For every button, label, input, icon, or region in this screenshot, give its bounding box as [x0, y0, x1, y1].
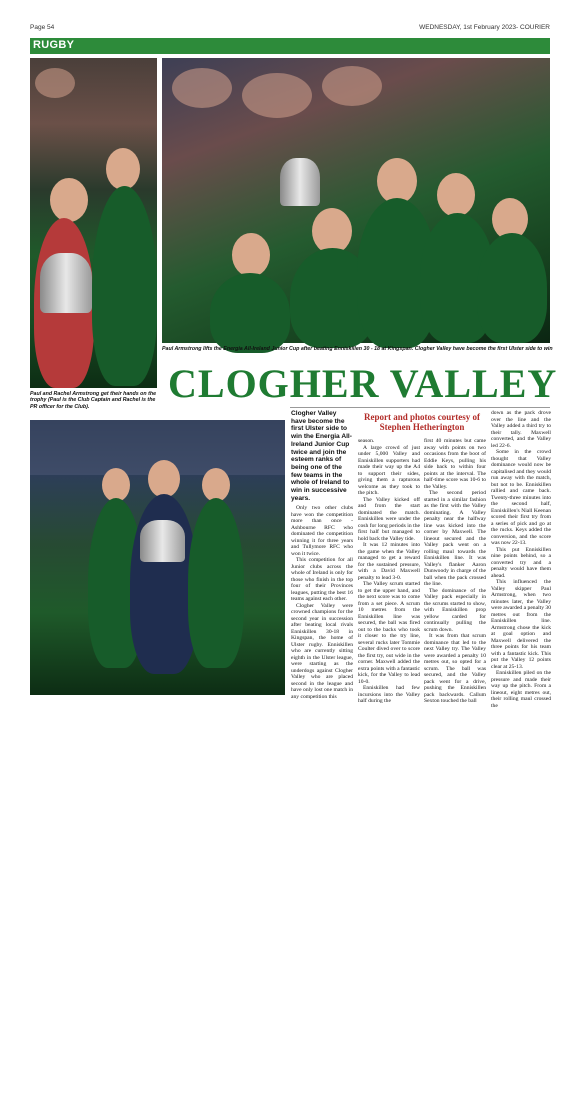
- section-bar: [30, 38, 550, 54]
- page-number: Page 54: [30, 24, 55, 31]
- paragraph: down as the pack drove over the line and the Valley added a third try to their tally. Maxwell converted, and the Valley led 22-6.: [491, 410, 551, 449]
- photo1-caption: Paul and Rachel Armstrong get their hands on the trophy (Paul is the Club Captain and Rachel is the PR officer for the Club).: [30, 391, 157, 410]
- paragraph: Some in the crowd thought that Valley dominance would now be capitalised and they would run away with the match, but not to be. Enniskillen rallied and came back. Twenty-three minutes into the second half, Enniskillen's Niall Keenan scored their first try from a series of pick and go at the rucks. Keys added the conversion, and the score was now 22-13.: [491, 449, 551, 546]
- paragraph: This competition for all Junior clubs across the whole of Ireland is only for those who finish in the top four of their Provinces leagues, putting the best 16 teams against each other.: [291, 557, 353, 603]
- paragraph: Only two other clubs have won the competition more than once - Ashbourne RFC who dominated the competition winning it for three years and Tullymore RFC who won it twice.: [291, 505, 353, 557]
- divider: [290, 407, 550, 408]
- paragraph: The Valley kicked off and from the start dominated the match. Enniskillen were under the cosh for long periods in the first half but managed to hold back the Valley tide.: [358, 496, 420, 542]
- article-lede: Clogher Valley have become the first Ulster side to win the Energia All-Ireland Junior Cup twice and join the esteem ranks of being one of the few teams in the whole of Ireland to win in successive years.: [291, 410, 352, 502]
- paragraph: The dominance of the Valley pack especially in the scrums started to show, with Enniskillen prop yellow carded for continually pulling the scrum down.: [424, 587, 486, 633]
- article-column-4: [491, 410, 551, 709]
- paragraph: This influenced the Valley skipper Paul Armstrong, when two minutes later, the Valley were awarded a penalty 30 metres out from the Enniskillen line. Armstrong chose the kick at goal option and Maxwell delivered the three points for his team with a fantastic kick. This put the Valley 12 points clear at 25-13.: [491, 579, 551, 670]
- paragraph: It was 12 minutes into the game when the Valley managed to get a reward for the sustained pressure, with a David Maxwell penalty to lead 3-0.: [358, 542, 420, 581]
- paragraph: Clogher Valley were crowned champions for the second year in succession after beating local rivals Enniskillen 30-18 in Kingspan, the home of Ulster rugby. Enniskillen who are currently sitting eighth in the Ulster league, were starting as the underdogs against Clogher Valley who are placed second in the league and have only lost one match in any competition this: [291, 602, 353, 700]
- article-byline: Report and photos courtesy of Stephen Hetherington: [364, 412, 480, 432]
- photo-paul-rachel-trophy: [30, 58, 157, 388]
- article-column-3: [424, 438, 486, 705]
- paragraph: Enniskillen had few incursions into the Valley half during the: [358, 685, 420, 704]
- paragraph: It was from that scrum dominance that led to the next Valley try. The Valley were awarded a penalty 10 metres out, so opted for a scrum. The ball was secured, and the Valley pack went for a drive, pushing the Enniskillen pack backwards. Callum Sexton touched the ball: [424, 633, 486, 704]
- photo3-caption: Clogher Valley Manager, Richard Hadio with sons Jamie and Ewan proudly hold the All-Ireland Junior Cup for the 2nd year.: [268, 1048, 314, 1098]
- article-column-1: [291, 410, 353, 700]
- photo2-caption: Paul Armstrong lifts the Energia All-Ireland Junior Cup after beating Enniskillen 30 - 18 at Kingspan. Clogher Valley have become the first Ulster side to win: [162, 346, 553, 352]
- article-column-2: [358, 438, 420, 705]
- paragraph: Enniskillen piled on the pressure and made their way up the pitch. From a lineout, eight metres out, their rolling maul crossed the: [491, 670, 551, 709]
- page-header: [30, 22, 550, 34]
- paragraph: This put Enniskillen nine points behind, so a converted try and a penalty would have them ahead.: [491, 546, 551, 579]
- paragraph: The Valley scrum started to get the upper hand, and the next score was to come from a set piece. A scrum 10 metres from the Enniskillen line was secured, the ball was fired out to the backs who took it closer to the try line, several rucks later Tommie Coulter dived over to score the first try, out wide in the corner. Maxwell added the extra points with a fantastic kick, for the Valley to lead 10-0.: [358, 581, 420, 685]
- issue-date: WEDNESDAY, 1st February 2023- COURIER: [419, 24, 550, 31]
- paragraph: A large crowd of just under 5,000 Valley and Enniskillen supporters had made their way up the A4 to support their sides, giving them a rapturous welcome as they took to the pitch.: [358, 444, 420, 496]
- section-label: RUGBY: [33, 39, 75, 51]
- photo-cup-lift-celebration: [162, 58, 550, 343]
- paragraph: season.: [358, 438, 375, 444]
- paragraph: first 40 minutes but came away with points on two occasions from the boot of Eddie Keys, pulling his side back to within four points at the interval. The half-time score was 10-6 to the Valley.: [424, 438, 486, 490]
- article-headline: CLOGHER VALLEY: [168, 361, 558, 406]
- photo-manager-with-sons: [30, 420, 314, 1098]
- paragraph: The second period started in a similar fashion as the first with the Valley dominating. A Valley penalty near the halfway line was kicked into the corner by Maxwell. The lineout secured and the Valley pack went on a rolling maul towards the Enniskillen line. It was Valley's flanker Aaron Dunwoody in charge of the ball when the pack crossed the line.: [424, 490, 486, 587]
